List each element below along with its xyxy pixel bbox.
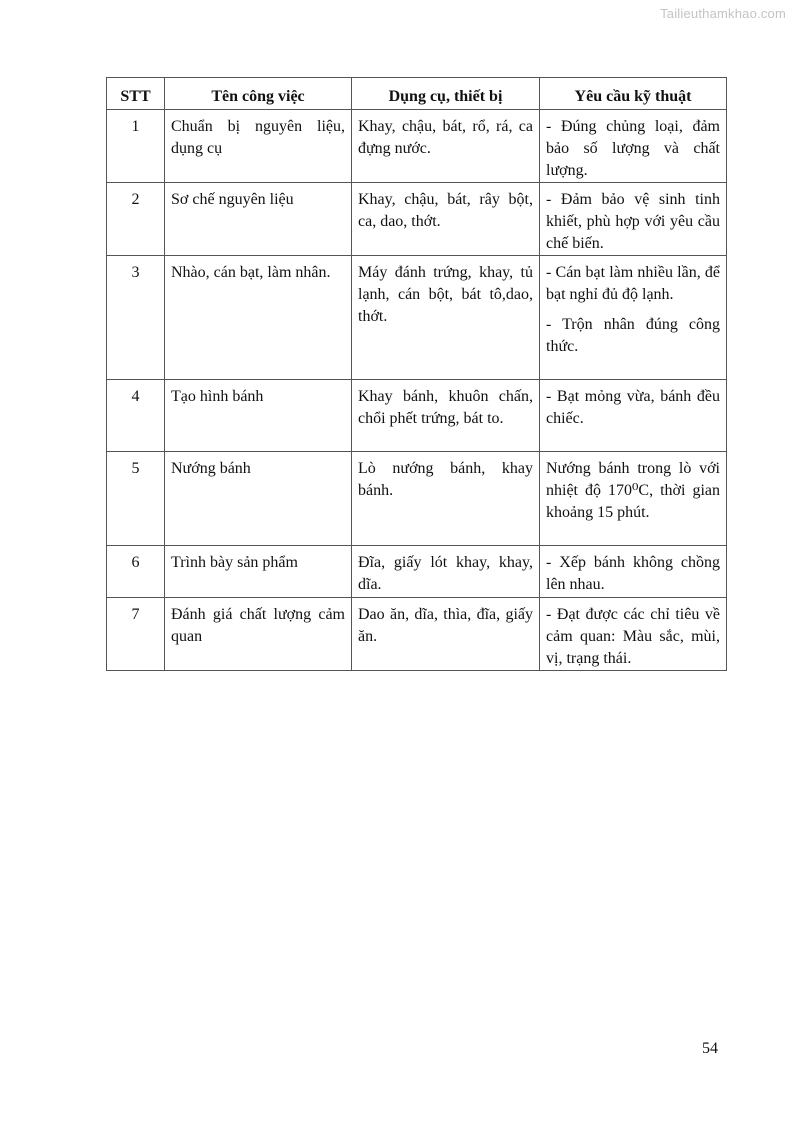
cell-requirements [540, 183, 727, 256]
table-row [107, 183, 727, 256]
cell-tools: Dao ăn, dĩa, thìa, đĩa, giấy ăn. [352, 598, 540, 671]
table-row [107, 256, 727, 380]
cell-task: Chuẩn bị nguyên liệu, dụng cụ [165, 110, 352, 183]
requirement-line: - Bạt mỏng vừa, bánh đều chiếc. [546, 388, 720, 427]
cell-stt: 1 [107, 110, 165, 183]
header-requirements: Yêu cầu kỹ thuật [540, 78, 727, 110]
header-task: Tên công việc [165, 78, 352, 110]
cell-tools: Đĩa, giấy lót khay, khay, dĩa. [352, 546, 540, 598]
cell-tools: Khay bánh, khuôn chấn, chổi phết trứng, bát to. [352, 380, 540, 452]
watermark-text: Tailieuthamkhao.com [660, 6, 786, 21]
table-row [107, 452, 727, 546]
cell-tools: Khay, chậu, bát, rổ, rá, ca đựng nước. [352, 110, 540, 183]
requirement-line: - Đảm bảo vệ sinh tinh khiết, phù hợp với yêu cầu chế biến. [546, 191, 720, 252]
requirement-line: Nướng bánh trong lò với nhiệt độ 170⁰C, thời gian khoảng 15 phút. [546, 460, 720, 521]
cell-requirements [540, 598, 727, 671]
cell-requirements [540, 546, 727, 598]
cell-stt: 7 [107, 598, 165, 671]
requirement-line: - Xếp bánh không chồng lên nhau. [546, 554, 720, 593]
cell-tools: Lò nướng bánh, khay bánh. [352, 452, 540, 546]
table-row [107, 110, 727, 183]
cell-requirements [540, 380, 727, 452]
cell-stt: 4 [107, 380, 165, 452]
requirement-line: - Đạt được các chỉ tiêu về cảm quan: Màu sắc, mùi, vị, trạng thái. [546, 606, 720, 667]
cell-tools: Khay, chậu, bát, rây bột, ca, dao, thớt. [352, 183, 540, 256]
requirement-line: - Đúng chủng loại, đảm bảo số lượng và chất lượng. [546, 118, 720, 179]
cell-task: Nướng bánh [165, 452, 352, 546]
page-number: 54 [702, 1040, 718, 1057]
header-stt: STT [107, 78, 165, 110]
cell-requirements [540, 256, 727, 380]
requirement-line: - Trộn nhân đúng công thức. [546, 316, 720, 355]
task-table [106, 77, 727, 671]
cell-stt: 5 [107, 452, 165, 546]
table-row [107, 546, 727, 598]
cell-stt: 3 [107, 256, 165, 380]
requirement-line: - Cán bạt làm nhiều lần, để bạt nghỉ đủ độ lạnh. [546, 264, 720, 303]
cell-task: Trình bày sản phẩm [165, 546, 352, 598]
header-tools: Dụng cụ, thiết bị [352, 78, 540, 110]
cell-task: Tạo hình bánh [165, 380, 352, 452]
table-header-row [107, 78, 727, 110]
cell-stt: 2 [107, 183, 165, 256]
table-row [107, 598, 727, 671]
cell-task: Sơ chế nguyên liệu [165, 183, 352, 256]
cell-stt: 6 [107, 546, 165, 598]
cell-tools: Máy đánh trứng, khay, tủ lạnh, cán bột, bát tô,dao, thớt. [352, 256, 540, 380]
cell-task: Nhào, cán bạt, làm nhân. [165, 256, 352, 380]
cell-requirements [540, 452, 727, 546]
cell-requirements [540, 110, 727, 183]
table-row [107, 380, 727, 452]
cell-task: Đánh giá chất lượng cảm quan [165, 598, 352, 671]
